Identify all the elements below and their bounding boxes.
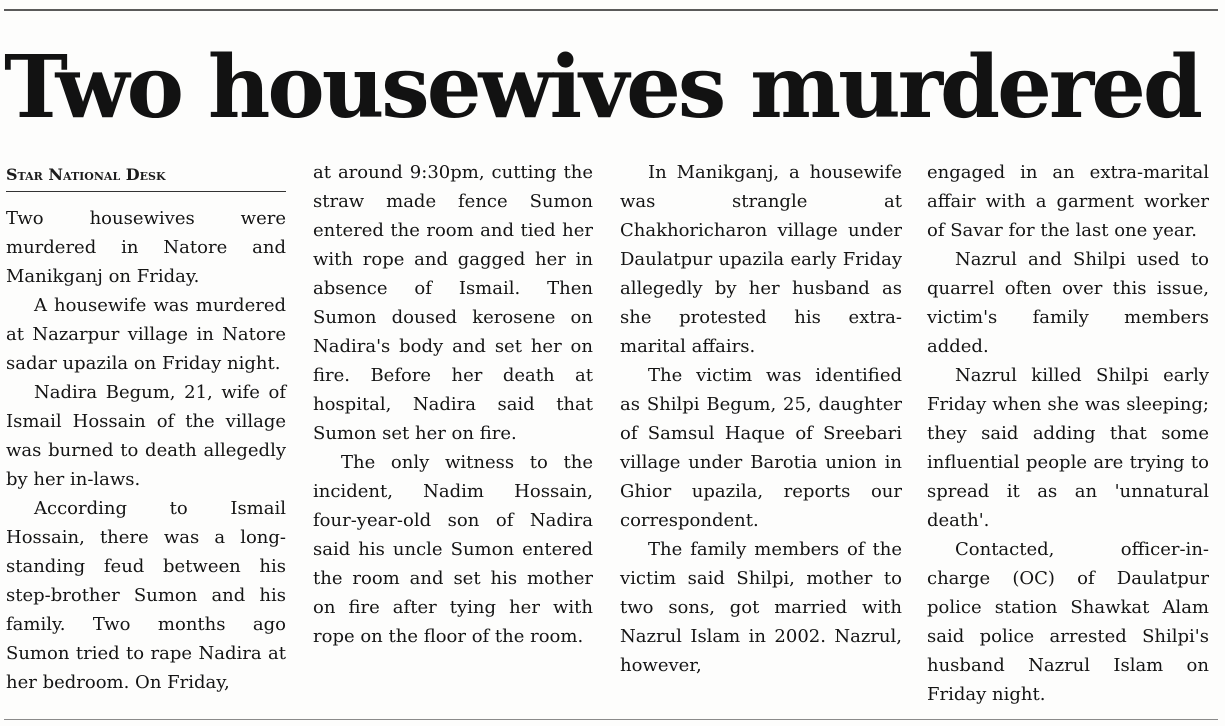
paragraph: The victim was identified as Shilpi Begum, 25, daughter of Samsul Haque of Sreebari village under Barotia union in Ghior upazila, reports our correspondent. — [620, 365, 902, 531]
paragraph: at around 9:30pm, cutting the straw made fence Sumon entered the room and tied her with rope and gagged her in absence of Ismail. Then Sumon doused kerosene on Nadira's body and set her on fire. Before her death at hospital, Nadira said that Sumon set her on fire. — [313, 162, 593, 444]
column-1 — [6, 204, 286, 697]
paragraph: Nadira Begum, 21, wife of Ismail Hossain of the village was burned to death allegedly by her in-laws. — [6, 382, 286, 490]
paragraph: A housewife was murdered at Nazarpur village in Natore sadar upazila on Friday night. — [6, 295, 286, 374]
paragraph: Two housewives were murdered in Natore and Manikganj on Friday. — [6, 208, 286, 287]
paragraph: Contacted, officer-in-charge (OC) of Daulatpur police station Shawkat Alam said police arrested Shilpi's husband Nazrul Islam on Friday night. — [927, 539, 1209, 705]
paragraph: In Manikganj, a housewife was strangle at Chakhoricharon village under Daulatpur upazila early Friday allegedly by her husband as she protested his extra-marital affairs. — [620, 162, 902, 357]
byline: Star National Desk — [6, 165, 166, 184]
top-rule — [4, 9, 1218, 11]
paragraph: The only witness to the incident, Nadim Hossain, four-year-old son of Nadira said his uncle Sumon entered the room and set his mother on fire after tying her with rope on the floor of the room. — [313, 452, 593, 647]
paragraph: Nazrul killed Shilpi early Friday when she was sleeping; they said adding that some influential people are trying to spread it as an 'unnatural death'. — [927, 365, 1209, 531]
paragraph: engaged in an extra-marital affair with a garment worker of Savar for the last one year. — [927, 162, 1209, 241]
column-4 — [927, 158, 1209, 709]
paragraph: Nazrul and Shilpi used to quarrel often over this issue, victim's family members added. — [927, 249, 1209, 357]
bottom-rule — [4, 719, 1218, 720]
paragraph: The family members of the victim said Shilpi, mother to two sons, got married with Nazrul Islam in 2002. Nazrul, however, — [620, 539, 902, 676]
column-3 — [620, 158, 902, 680]
paragraph: According to Ismail Hossain, there was a long-standing feud between his step-brother Sumon and his family. Two months ago Sumon tried to rape Nadira at her bedroom. On Friday, — [6, 498, 286, 693]
column-2 — [313, 158, 593, 651]
headline: Two housewives murdered — [4, 37, 1201, 138]
byline-rule — [6, 191, 286, 192]
